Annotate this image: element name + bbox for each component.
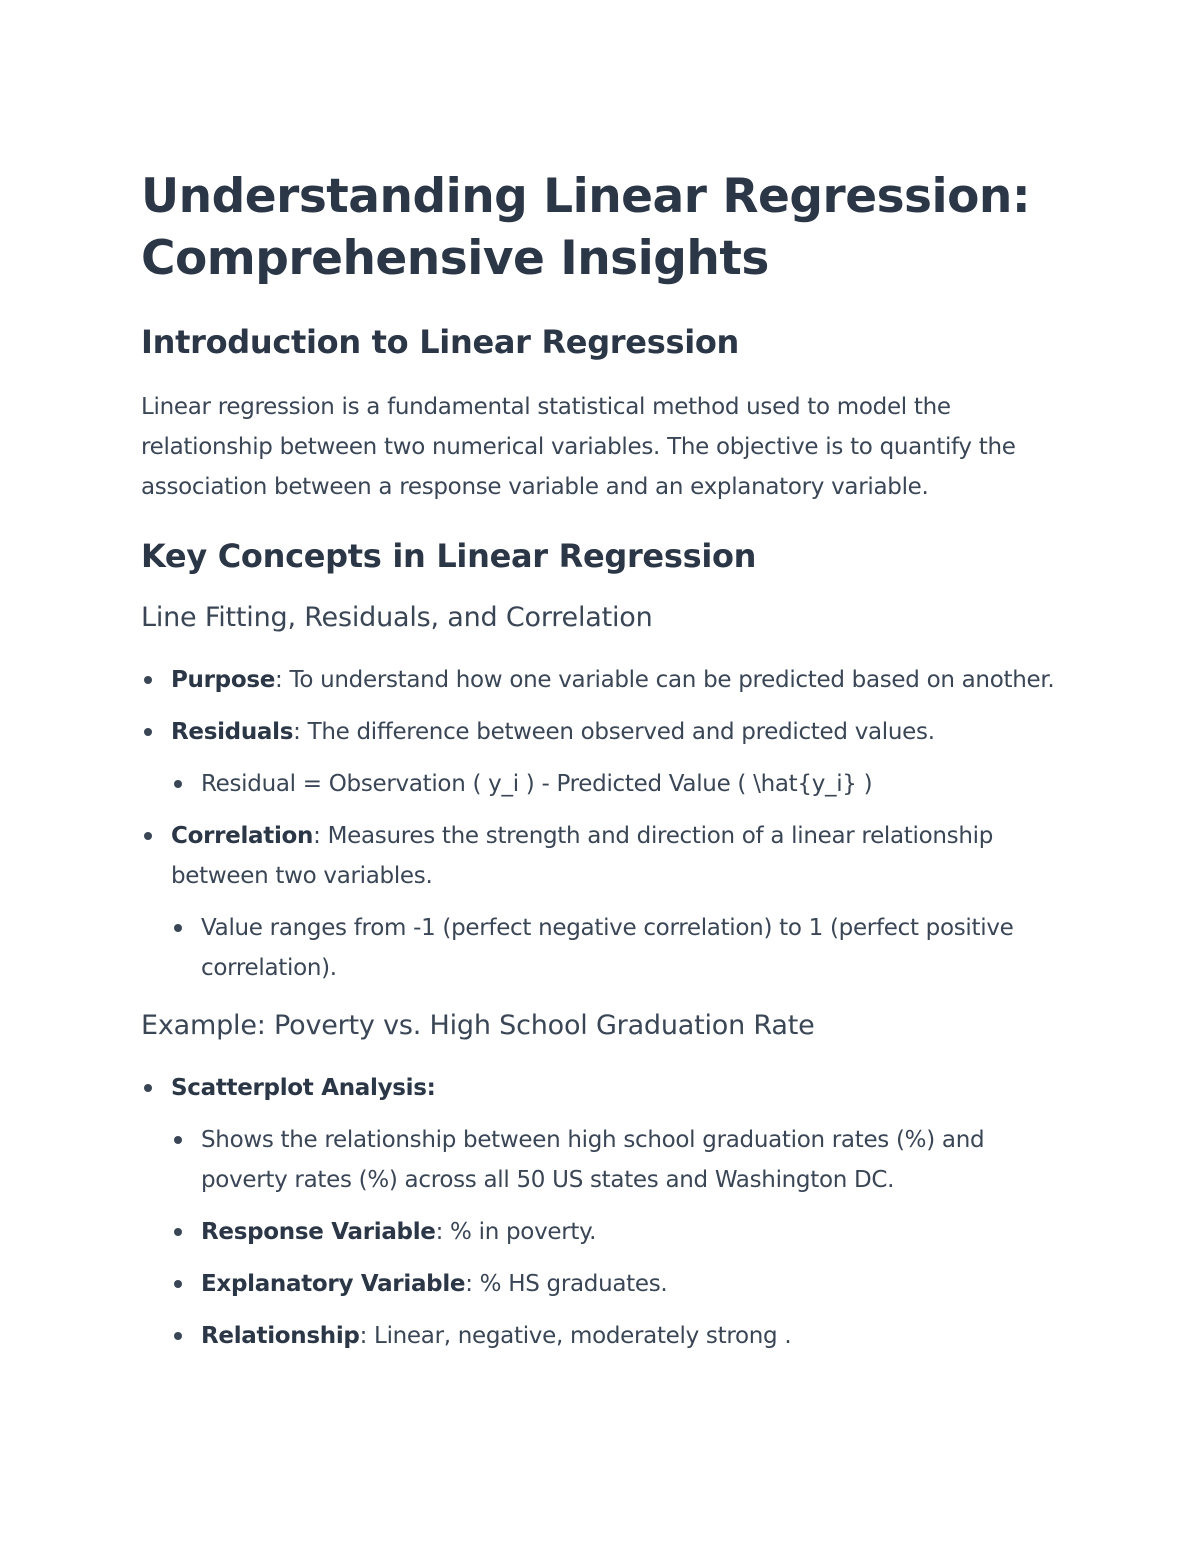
residuals-text: : The difference between observed and predicted values. [293,719,935,745]
residuals-label: Residuals [171,719,294,745]
scatterplot-sublist [171,1120,1071,1356]
shows-text: Shows the relationship between high school graduation rates (%) and poverty rates (%) across all 50 US states and Washington DC. [201,1127,985,1193]
correlation-text: : Measures the strength and direction of a linear relationship between two variables. [171,823,994,889]
intro-paragraph: Linear regression is a fundamental statistical method used to model the relationship between two numerical variables. The objective is to quantify the association between a response variable and an explanatory variable. [141,394,1016,500]
residual-formula-text: Residual = Observation ( y_i ) - Predicted Value ( \hat{y_i} ) [201,771,873,797]
title-line-1: Understanding Linear Regression: [141,169,1031,224]
bullet-icon [144,1084,152,1092]
line-fitting-subheading: Line Fitting, Residuals, and Correlation [141,602,653,633]
list-item-relationship [171,1316,1071,1356]
list-item-correlation-range [171,908,1071,988]
relationship-label: Relationship [201,1323,360,1349]
bullet-icon [174,1332,182,1340]
list-item-correlation [141,816,1071,988]
key-concepts-list [141,660,1071,988]
bullet-icon [144,676,152,684]
purpose-label: Purpose [171,667,276,693]
correlation-range-text: Value ranges from -1 (perfect negative correlation) to 1 (perfect positive correlation). [201,915,1014,981]
explanatory-variable-label: Explanatory Variable [201,1271,466,1297]
correlation-label: Correlation [171,823,314,849]
bullet-icon [174,924,182,932]
response-variable-text: : % in poverty. [435,1219,597,1245]
explanatory-variable-text: : % HS graduates. [465,1271,668,1297]
correlation-sublist [171,908,1071,988]
page-title [141,166,1071,290]
example-list [141,1068,1071,1356]
list-item-scatterplot [141,1068,1071,1356]
title-line-2: Comprehensive Insights [141,231,769,286]
bullet-icon [174,780,182,788]
scatterplot-label: Scatterplot Analysis [171,1075,427,1101]
relationship-text: : Linear, negative, moderately strong . [359,1323,792,1349]
example-subheading: Example: Poverty vs. High School Graduation Rate [141,1010,815,1041]
bullet-icon [174,1228,182,1236]
bullet-icon [174,1136,182,1144]
bullet-icon [144,728,152,736]
document-page [141,166,1071,1368]
list-item-purpose [141,660,1071,700]
response-variable-label: Response Variable [201,1219,436,1245]
purpose-text: : To understand how one variable can be predicted based on another. [275,667,1055,693]
intro-heading: Introduction to Linear Regression [141,323,740,361]
list-item-residual-formula [171,764,1071,804]
list-item-shows [171,1120,1071,1200]
key-concepts-heading: Key Concepts in Linear Regression [141,537,757,575]
list-item-response-variable [171,1212,1071,1252]
scatterplot-colon: : [426,1075,436,1101]
list-item-residuals [141,712,1071,804]
bullet-icon [174,1280,182,1288]
list-item-explanatory-variable [171,1264,1071,1304]
bullet-icon [144,832,152,840]
residuals-sublist [171,764,1071,804]
